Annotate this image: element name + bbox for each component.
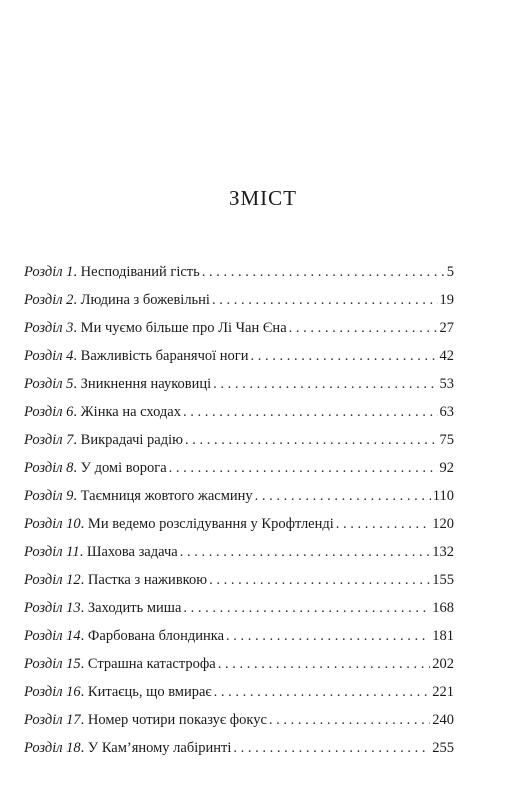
toc-entry: Розділ 6 . Жінка на сходах . . . 63 (24, 398, 454, 426)
page-number: 27 (439, 320, 454, 336)
chapter-label: Розділ 16 (24, 684, 81, 700)
dot-leader (169, 454, 438, 482)
toc-entry: Розділ 9 . Таємниця жовтого жасмину . . . 110 (24, 482, 454, 510)
toc-entry: Розділ 8 . У домі ворога . . . 92 (24, 454, 454, 482)
chapter-title: У домі ворога (80, 460, 167, 476)
table-of-contents (24, 258, 454, 762)
chapter-title: У Кам’яному лабіринті (87, 740, 232, 756)
chapter-title: Зникнення науковиці (80, 376, 212, 392)
dot-leader (218, 650, 431, 678)
dot-leader (255, 482, 431, 510)
dot-leader (289, 314, 438, 342)
chapter-label: Розділ 5 (24, 376, 74, 392)
toc-entry: Розділ 16 . Китаєць, що вмирає . . . 221 (24, 678, 454, 706)
dot-leader (214, 678, 431, 706)
chapter-label: Розділ 4 (24, 348, 74, 364)
dot-leader (233, 734, 430, 762)
chapter-title: Китаєць, що вмирає (87, 684, 212, 700)
page-number: 19 (439, 292, 454, 308)
chapter-title: Пастка з наживкою (87, 572, 208, 588)
chapter-title: Ми ведемо розслідування у Крофтленді (87, 516, 334, 532)
toc-entry: Розділ 14 . Фарбована блондинка . . . 181 (24, 622, 454, 650)
chapter-label: Розділ 18 (24, 740, 81, 756)
chapter-title: Номер чотири показує фокус (87, 712, 267, 728)
chapter-label: Розділ 14 (24, 628, 81, 644)
dot-leader (183, 398, 438, 426)
dot-leader (183, 594, 430, 622)
page-number: 221 (432, 684, 454, 700)
toc-entry: Розділ 7 . Викрадачі радію . . . 75 (24, 426, 454, 454)
chapter-title: Ми чуємо більше про Лі Чан Єна (80, 320, 287, 336)
chapter-label: Розділ 9 (24, 488, 74, 504)
dot-leader (185, 426, 438, 454)
page-number: 42 (439, 348, 454, 364)
page-number: 53 (439, 376, 454, 392)
chapter-title: Заходить миша (87, 600, 182, 616)
page-number: 255 (432, 740, 454, 756)
chapter-title: Жінка на сходах (80, 404, 181, 420)
chapter-title: Важливість баранячої ноги (80, 348, 249, 364)
page-number: 132 (432, 544, 454, 560)
page-number: 155 (432, 572, 454, 588)
dot-leader (209, 566, 430, 594)
chapter-label: Розділ 15 (24, 656, 81, 672)
page-number: 75 (439, 432, 454, 448)
toc-entry: Розділ 17 . Номер чотири показує фокус . . . 240 (24, 706, 454, 734)
toc-entry: Розділ 2 . Людина з божевільні . . . 19 (24, 286, 454, 314)
chapter-title: Страшна катастрофа (87, 656, 216, 672)
page-number: 5 (446, 264, 454, 280)
toc-entry: Розділ 13 . Заходить миша . . . 168 (24, 594, 454, 622)
chapter-title: Людина з божевільні (80, 292, 210, 308)
page-number: 120 (432, 516, 454, 532)
chapter-label: Розділ 3 (24, 320, 74, 336)
chapter-title: Фарбована блондинка (87, 628, 225, 644)
chapter-title: Шахова задача (86, 544, 178, 560)
toc-entry: Розділ 10 . Ми ведемо розслідування у Крофтленді . . . 120 (24, 510, 454, 538)
chapter-title: Несподіваний гість (80, 264, 200, 280)
toc-entry: Розділ 1 . Несподіваний гість . . . 5 (24, 258, 454, 286)
dot-leader (226, 622, 430, 650)
toc-entry: Розділ 12 . Пастка з наживкою . . . 155 (24, 566, 454, 594)
chapter-label: Розділ 6 (24, 404, 74, 420)
chapter-label: Розділ 17 (24, 712, 81, 728)
toc-entry: Розділ 15 . Страшна катастрофа . . . 202 (24, 650, 454, 678)
page-number: 110 (432, 488, 454, 504)
chapter-title: Викрадачі радію (80, 432, 183, 448)
chapter-label: Розділ 7 (24, 432, 74, 448)
toc-entry: Розділ 5 . Зникнення науковиці . . . 53 (24, 370, 454, 398)
page-title: ЗМІСТ (228, 186, 298, 210)
toc-entry: Розділ 4 . Важливість баранячої ноги . . . 42 (24, 342, 454, 370)
chapter-label: Розділ 10 (24, 516, 81, 532)
chapter-label: Розділ 12 (24, 572, 81, 588)
dot-leader (202, 258, 445, 286)
chapter-label: Розділ 13 (24, 600, 81, 616)
dot-leader (212, 286, 438, 314)
page-number: 168 (432, 600, 454, 616)
dot-leader (251, 342, 438, 370)
dot-leader (269, 706, 430, 734)
chapter-label: Розділ 11 (24, 544, 80, 560)
chapter-label: Розділ 8 (24, 460, 74, 476)
page-number: 181 (432, 628, 454, 644)
page-number: 63 (439, 404, 454, 420)
chapter-label: Розділ 2 (24, 292, 74, 308)
page-number: 92 (439, 460, 454, 476)
page-number: 240 (432, 712, 454, 728)
chapter-title: Таємниця жовтого жасмину (80, 488, 253, 504)
toc-entry: Розділ 3 . Ми чуємо більше про Лі Чан Єна . . . 27 (24, 314, 454, 342)
toc-entry: Розділ 18 . У Кам’яному лабіринті . . . 255 (24, 734, 454, 762)
dot-leader (213, 370, 437, 398)
toc-entry: Розділ 11 . Шахова задача . . . 132 (24, 538, 454, 566)
chapter-label: Розділ 1 (24, 264, 74, 280)
page-number: 202 (432, 656, 454, 672)
dot-leader (180, 538, 431, 566)
dot-leader (336, 510, 430, 538)
